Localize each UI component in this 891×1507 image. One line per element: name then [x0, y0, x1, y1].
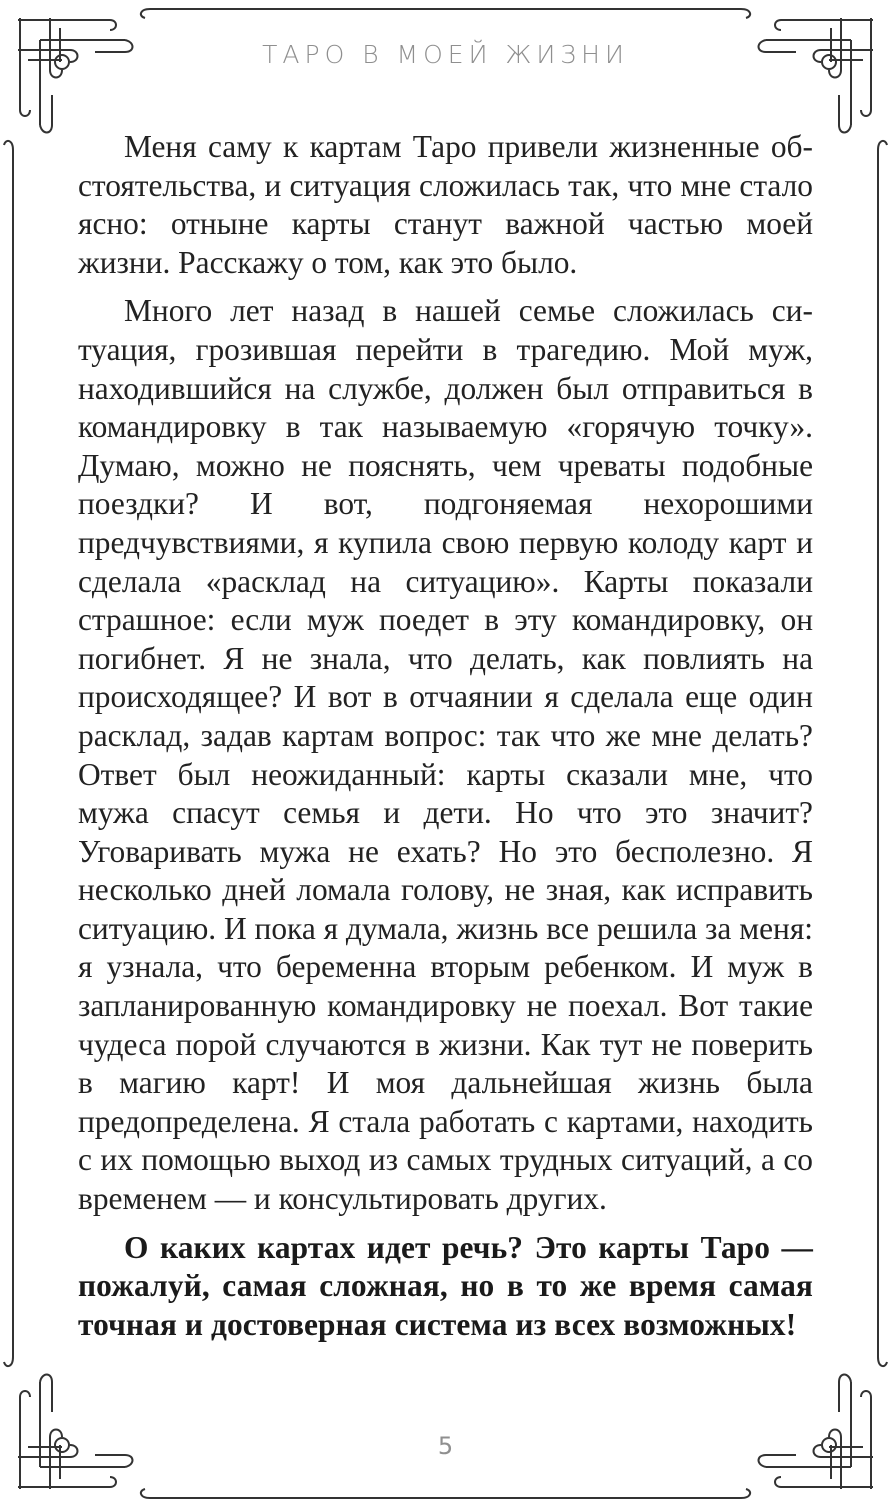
corner-ornament-bottom-right-icon — [741, 1357, 887, 1498]
page-number: 5 — [437, 1432, 454, 1460]
corner-ornament-bottom-left-icon — [4, 1357, 150, 1498]
page-body — [78, 128, 813, 1354]
paragraph-1: Меня саму к картам Таро привели жизненные обстоятельства, и ситуация сложилась так, что мне стало ясно: отныне карты станут важной частью моей жизни. Расскажу о том, как это было. — [78, 129, 813, 280]
running-title: ТАРО В МОЕЙ ЖИЗНИ — [262, 40, 629, 69]
paragraph-2: Много лет назад в нашей семье сложилась ситуация, грозившая перейти в трагедию. Мой муж, находившийся на службе, должен был отправиться в командировку в так называемую «горячую точку». Думаю, можно не пояснять, чем чреваты подобные поездки? И вот, подгоняемая нехорошими предчувствиями, я купила свою первую колоду карт и сделала «расклад на ситуацию». Карты показали страшное: если муж поедет в эту командировку, он погибнет. Я не знала, что делать, как повлиять на происходящее? И вот в отчаянии я сделала еще один расклад, задав картам вопрос: так что же мне делать? Ответ был неожиданный: карты сказали мне, что мужа спасут семья и дети. Но что это значит? Уговаривать мужа не ехать? Но это бесполезно. Я несколько дней ломала голову, не зная, как исправить ситуацию. И пока я думала, жизнь все решила за меня: я узнала, что беременна вторым ребенком. И муж в запланированную командировку не поехал. Вот такие чудеса порой случаются в жизни. Как тут не поверить в магию карт! И моя дальнейшая жизнь была предопределена. Я стала работать с картами, находить с их помощью выход из самых трудных ситуаций, а со временем — и консультировать других. — [78, 293, 813, 1217]
paragraph-3-bold: О каких картах идет речь? Это карты Таро — пожалуй, самая сложная, но в то же время самая точная и достоверная система из всех возможных! — [78, 1229, 813, 1342]
